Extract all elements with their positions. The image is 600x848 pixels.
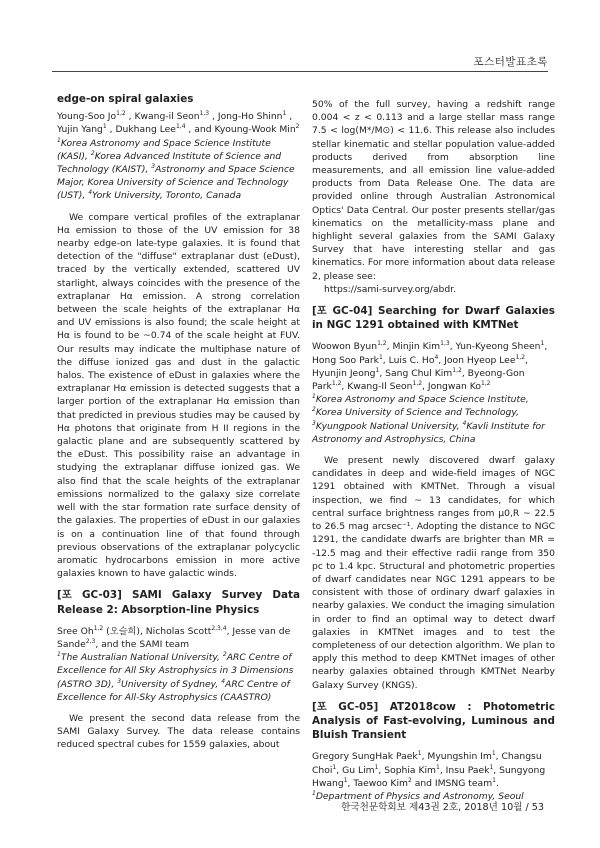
abstract-title: [포 GC-04] Searching for Dwarf Galaxies in NGC 1291 obtained with KMTNet [312,305,555,332]
affiliation: Kavli Institute for Astronomy and Astrophysics, China [312,420,545,445]
author-affiliation-mark: 1 [332,763,337,771]
right-column [312,98,555,803]
author: , Sophia Kim [378,764,436,776]
author-affiliation-mark: 1 [492,776,496,784]
author: and IMSNG team [411,777,493,789]
author: , Jongwan Ko [422,381,481,393]
author: , Minjin Kim [386,341,441,353]
affiliation-mark: 4 [462,419,467,427]
author: , Joon Hyeop Lee [438,354,516,366]
affiliation-mark: 4 [221,677,226,685]
affiliation-mark: 2 [222,651,227,659]
author-affiliation-mark: 1 [282,110,287,118]
author-affiliation-mark: 1,2 [331,380,342,387]
abstract-body: We compare vertical profiles of the extraplanar Hα emission to those of the UV emission for 38 nearby edge-on late-type galaxies. It is found that detection of the "diffuse" extraplanar dust (eDust), traced by the vertically extended, scattered UV starlight, always coincides with the presence of the extraplanar Hα emission. A strong correlation between the scale heights of the extraplanar Hα and UV emissions is also found; the scale height at Hα is found to be ~0.74 of the scale height at FUV. Our results may indicate the multiphase nature of the diffuse ionized gas and dust in the galactic halos. The existence of eDust in galaxies where the extraplanar Hα emission is detected suggests that a larger portion of the extraplanar Hα emission than that predicted in previous studies may be caused by Hα photons that originate from H II regions in the galactic plane and are subsequently scattered by the eDust. This possibility raise an advantage in studying the extraplanar diffuse ionized gas. We also find that the scale heights of the extraplanar emissions normalized to the galaxy size correlate well with the star formation rate surface density of the galaxies. The properties of eDust in our galaxies is on a continuation line of that found through previous observations of the extraplanar polycyclic aromatic hydrocarbons emission in more active galaxies known to have galactic winds. [57,211,300,580]
author-affiliation-mark: 1 [375,366,380,374]
author-affiliation-mark: 1,3 [440,340,450,348]
affiliation: University of Sydney, [121,678,222,690]
author: , Gu Lim [336,764,375,776]
author-affiliation-mark: 1,4 [175,123,186,131]
author-affiliation-mark: 2,3,4 [211,624,227,632]
author: , Taewoo Kim [347,777,408,789]
author: , Myungshin Im [421,751,492,763]
affiliation: Astronomy and Space Science Major, Korea University of Science and Technology (UST), [57,164,295,202]
author-affiliation-mark: 1 [417,750,422,758]
affiliation: Korea University of Science and Technology, [315,407,520,419]
affiliation-mark: 1 [312,789,316,797]
affiliation-mark: 1 [57,651,61,659]
affiliation: Korea Advanced Institute of Science and Technology (KAIST), [57,150,282,176]
author-list [312,340,555,393]
author-affiliation-mark: 1 [540,340,545,348]
abstract-title: [포 GC-03] SAMI Galaxy Survey Data Release 2: Absorption-line Physics [57,589,300,616]
author-affiliation-mark: 1,2 [377,340,387,348]
section-header: 포스터발표초록 [473,56,548,68]
author: , Jesse van de Sande [57,625,291,650]
author: . [495,777,499,789]
affiliation-list [57,137,300,203]
author: , Byeong-Gon Park [312,367,525,393]
author: , Dukhang Lee [106,124,176,136]
author-affiliation-mark: 1 [102,123,107,131]
author-list [57,625,300,651]
author-affiliation-mark: 4 [434,353,439,361]
author: , Jong-Ho Shinn [209,111,283,123]
author-affiliation-mark: 1 [343,776,348,784]
left-column [57,92,300,752]
affiliation-mark: 1 [312,393,316,401]
url-link[interactable]: https://sami-survey.org/abdr. [324,283,456,295]
page-footer: 한국천문학회보 제43권 2호, 2018년 10월 / 53 [341,802,544,813]
author: , Changsu Choi [312,751,542,776]
author: Gregory SungHak Paek [312,751,418,763]
author-affiliation-mark: 1 [378,353,383,361]
abstract-title-continued: edge-on spiral galaxies [57,93,194,105]
affiliation-mark: 2 [312,406,316,414]
author: , Sungyong Hwang [312,764,546,789]
author: Woowon Byun [312,341,378,353]
author-affiliation-mark: 1,2 [412,380,423,387]
affiliation: York University, Toronto, Canada [92,190,242,202]
affiliation-mark: 4 [88,189,93,197]
author-list [57,110,300,136]
author-affiliation-mark: 1,2 [452,366,462,374]
author-list [312,750,555,790]
affiliation-list [57,651,300,704]
author-affiliation-mark: 1,2 [116,110,126,118]
author: , Luis C. Ho [382,354,435,366]
author: , Kwang-il Seon [125,111,200,123]
author: , Sang Chul Kim [379,367,453,379]
author-affiliation-mark: 1,3 [199,110,210,118]
affiliation-list [312,393,555,446]
author-affiliation-mark: 2 [407,776,412,784]
abstract-body-continued: 50% of the full survey, having a redshift range 0.004 < z < 0.113 and a large stellar mass range 7.5 < log(M*/M⊙) < 11.6. This release also includes stellar kinematic and stellar population value-added products derived from absorption line measurements, and all emission line value-added products from Data Release One. The data are provided online through Australian Astronomical Optics' Data Central. Our poster presents stellar/gas kinematics on the metallicity-mass plane and highlight several galaxies from the SAMI Galaxy Survey that have interesting stellar and gas kinematics. For more information about data release 2, please see: [312,99,555,282]
abstract-title: [포 GC-05] AT2018cow : Photometric Analysis of Fast-evolving, Luminous and Bluish Transient [312,700,555,742]
author-affiliation-mark: 2,3 [85,637,96,645]
author-affiliation-mark: 1,2 [480,380,491,387]
affiliation: Department of Physics and Astronomy, Seoul [315,790,524,802]
affiliation: ARC Centre of Excellence for All Sky Astrophysics in 3 Dimensions (ASTRO 3D), [57,652,294,690]
author: , Kwang-Il Seon [341,381,413,393]
author: , Insu Paek [439,764,490,776]
affiliation-mark: 3 [117,677,122,685]
author-affiliation-mark: 2 [295,123,300,131]
author: Sree Oh [57,625,94,637]
affiliation: Kyungpook National University, [315,420,463,432]
author-affiliation-mark: 1,2 [515,353,526,361]
header-rule [52,71,548,72]
author: , and Kyoung-Wook Min [185,124,296,136]
author: (오슬희), Nicholas Scott [103,625,212,637]
abstract-body: We present the second data release from the SAMI Galaxy Survey. The data release contains reduced spectral cubes for 1559 galaxies, about [57,712,300,751]
author: , and the SAMI team [95,638,190,650]
affiliation: ARC Centre of Excellence for All-Sky Astrophysics (CAASTRO) [57,678,290,703]
affiliation-mark: 3 [151,162,156,170]
author: , Hyunjin Jeong [312,354,528,379]
author: , Yun-Kyeong Sheen [449,341,541,353]
affiliation-mark: 2 [90,149,95,157]
affiliation: Korea Astronomy and Space Science Institute, [315,394,529,406]
affiliation-mark: 1 [57,136,61,144]
affiliation: The Australian National University, [60,652,223,664]
author-affiliation-mark: 1 [374,763,379,771]
author-affiliation-mark: 1 [436,763,440,771]
affiliation-mark: 3 [312,419,316,427]
author: , Hong Soo Park [312,341,548,366]
abstract-body: We present newly discovered dwarf galaxy candidates in deep and wide-field images of NGC 1291 obtained with KMTNet. Through a visual inspection, we find ~ 13 candidates, for which central surface brightness ranges from μ0,R ~ 22.5 to 26.5 mag arcsec⁻¹. Adopting the distance to NGC 1291, the candidate dwarfs are brighter than MR = -12.5 mag and their effective radii range from 350 pc to 1.4 kpc. Structural and photometric properties of dwarf candidates near NGC 1291 appears to be consistent with those of ordinary dwarf galaxies in nearby galaxies. We conduct the imaging simulation in order to find an optimal way to detect dwarf galaxies in KMTNet images and to test the completeness of our detection algorithm. We plan to apply this method to deep KMTNet images of other nearby galaxies obtained through KMTNet Nearby Galaxy Survey (KNGS). [312,455,555,691]
author-affiliation-mark: 1 [491,750,496,758]
author-affiliation-mark: 1 [489,763,494,771]
author-affiliation-mark: 1,2 [93,624,104,632]
affiliation: Korea Astronomy and Space Science Institute (KASI), [57,137,271,162]
author: Young-Soo Jo [57,111,117,123]
author: , Yujin Yang [57,111,293,136]
